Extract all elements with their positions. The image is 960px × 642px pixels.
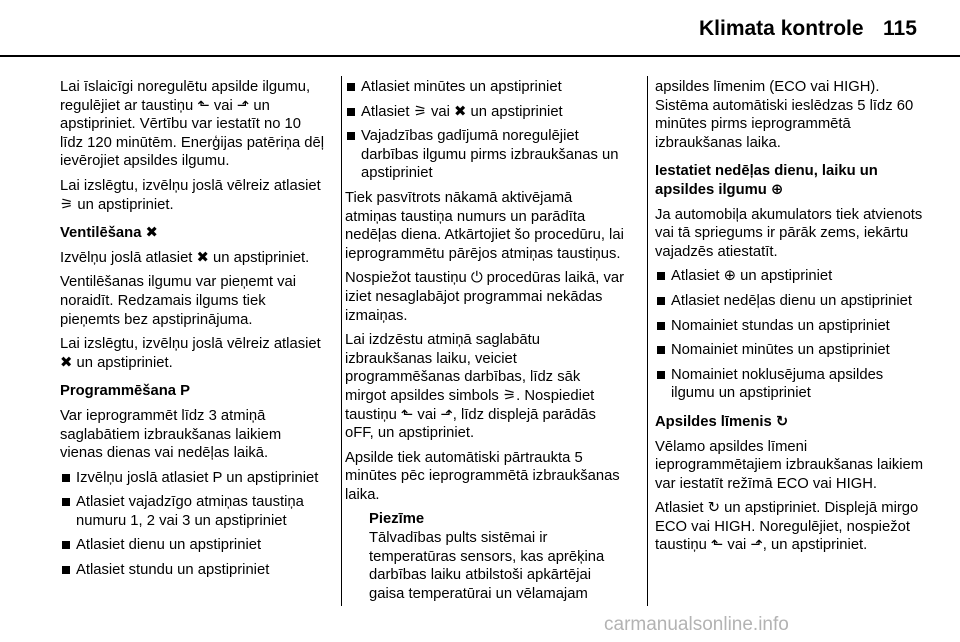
paragraph: Nospiežot taustiņu ⏻ procedūras laikā, var iziet nesaglabājot programmai nekādas izmaiņas. (345, 270, 625, 324)
paragraph: Lai izslēgtu, izvēlņu joslā vēlreiz atlasiet ⚞ un apstipriniet. (60, 177, 321, 213)
list-item: Nomainiet stundas un apstipriniet (655, 317, 925, 336)
list-item: Vajadzības gadījumā noregulējiet darbības ilgumu pirms izbraukšanas un apstipriniet (345, 127, 625, 183)
paragraph: Vēlamo apsildes līmeni ieprogrammētajiem izbraukšanas laikiem var iestatīt režīmā ECO vai HIGH. (655, 438, 924, 492)
paragraph: Ventilēšanas ilgumu var pieņemt vai noraidīt. Redzamais ilgums tiek pieņemts bez apstiprinājuma. (60, 274, 297, 328)
paragraph: Var ieprogrammēt līdz 3 atmiņā saglabātiem izbraukšanas laikiem vienas dienas vai nedēļas laikā. (60, 407, 282, 462)
paragraph: Lai izdzēstu atmiņā saglabātu izbraukšanas laiku, veiciet programmēšanas darbības, līdz sāk mirgot apsildes simbols ⚞. Nospiediet taustiņu ⬑ vai ⬏, līdz displejā parādās oFF, un apstipriniet. (345, 332, 596, 442)
text-column-1 (60, 78, 328, 586)
text-column-2 (345, 78, 625, 609)
paragraph: apsildes līmenim (ECO vai HIGH). Sistēma automātiski ieslēdzas 5 līdz 60 minūtes pirms ieprogrammētā izbraukšanas laika. (655, 79, 914, 151)
note-title: Piezīme (369, 511, 425, 528)
page-title: Klimata kontrole (699, 17, 864, 40)
list-item: Atlasiet nedēļas dienu un apstipriniet (655, 292, 925, 311)
list-item: Atlasiet vajadzīgo atmiņas taustiņa numuru 1, 2 vai 3 un apstipriniet (60, 493, 328, 530)
section-heading: Apsildes līmenis ↻ (655, 413, 789, 430)
list-item: Atlasiet stundu un apstipriniet (60, 561, 328, 580)
list-item: Atlasiet dienu un apstipriniet (60, 536, 328, 555)
list-item: Nomainiet minūtes un apstipriniet (655, 341, 925, 360)
list-item: Izvēlņu joslā atlasiet P un apstipriniet (60, 469, 328, 488)
section-heading: Ventilēšana ✖ (60, 225, 158, 242)
note-text: Tālvadības pults sistēmai ir temperatūras sensors, kas aprēķina darbības laiku atbilstoši apkārtējai gaisa temperatūrai un vēlamajam (369, 530, 605, 602)
section-heading: Programmēšana P (60, 383, 190, 400)
page-number: 115 (883, 17, 917, 40)
section-heading: Iestatiet nedēļas dienu, laiku un apsildes ilgumu ⊕ (655, 163, 878, 198)
column-divider-2 (647, 76, 648, 606)
paragraph: Apsilde tiek automātiski pārtraukta 5 minūtes pēc ieprogrammētā izbraukšanas laika. (345, 449, 620, 503)
column-divider-1 (341, 76, 342, 606)
list-item: Atlasiet minūtes un apstipriniet (345, 78, 625, 97)
list-item: Atlasiet ⊕ un apstipriniet (655, 267, 925, 286)
page-header (0, 0, 960, 58)
header-rule (0, 55, 960, 57)
paragraph: Lai izslēgtu, izvēlņu joslā vēlreiz atlasiet ✖ un apstipriniet. (60, 336, 321, 371)
paragraph: Atlasiet ↻ un apstipriniet. Displejā mirgo ECO vai HIGH. Noregulējiet, nospiežot taustiņu ⬑ vai ⬏, un apstipriniet. (655, 500, 919, 554)
paragraph: Izvēlņu joslā atlasiet ✖ un apstipriniet. (60, 249, 310, 266)
list-item: Atlasiet ⚞ vai ✖ un apstipriniet (345, 103, 625, 122)
list-item: Nomainiet noklusējuma apsildes ilgumu un apstipriniet (655, 366, 925, 403)
paragraph: Tiek pasvītrots nākamā aktivējamā atmiņas taustiņa numurs un parādīta nedēļas diena. Atkārtojiet šo procedūru, lai ieprogrammētu pārējos atmiņas taustiņus. (345, 189, 624, 262)
text-column-3 (655, 78, 925, 561)
watermark: carmanualsonline.info (604, 614, 789, 635)
paragraph: Lai īslaicīgi noregulētu apsilde ilgumu, regulējiet ar taustiņu ⬑ vai ⬏ un apstipriniet. Vērtību var iestatīt no 10 līdz 120 minūtēm. Enerģijas patēriņa dēļ ievērojiet apsildes ilgumu. (60, 79, 325, 170)
paragraph: Ja automobiļa akumulators tiek atvienots vai tā spriegums ir pārāk zems, iekārtu vajadzēs atiestatīt. (655, 206, 923, 260)
